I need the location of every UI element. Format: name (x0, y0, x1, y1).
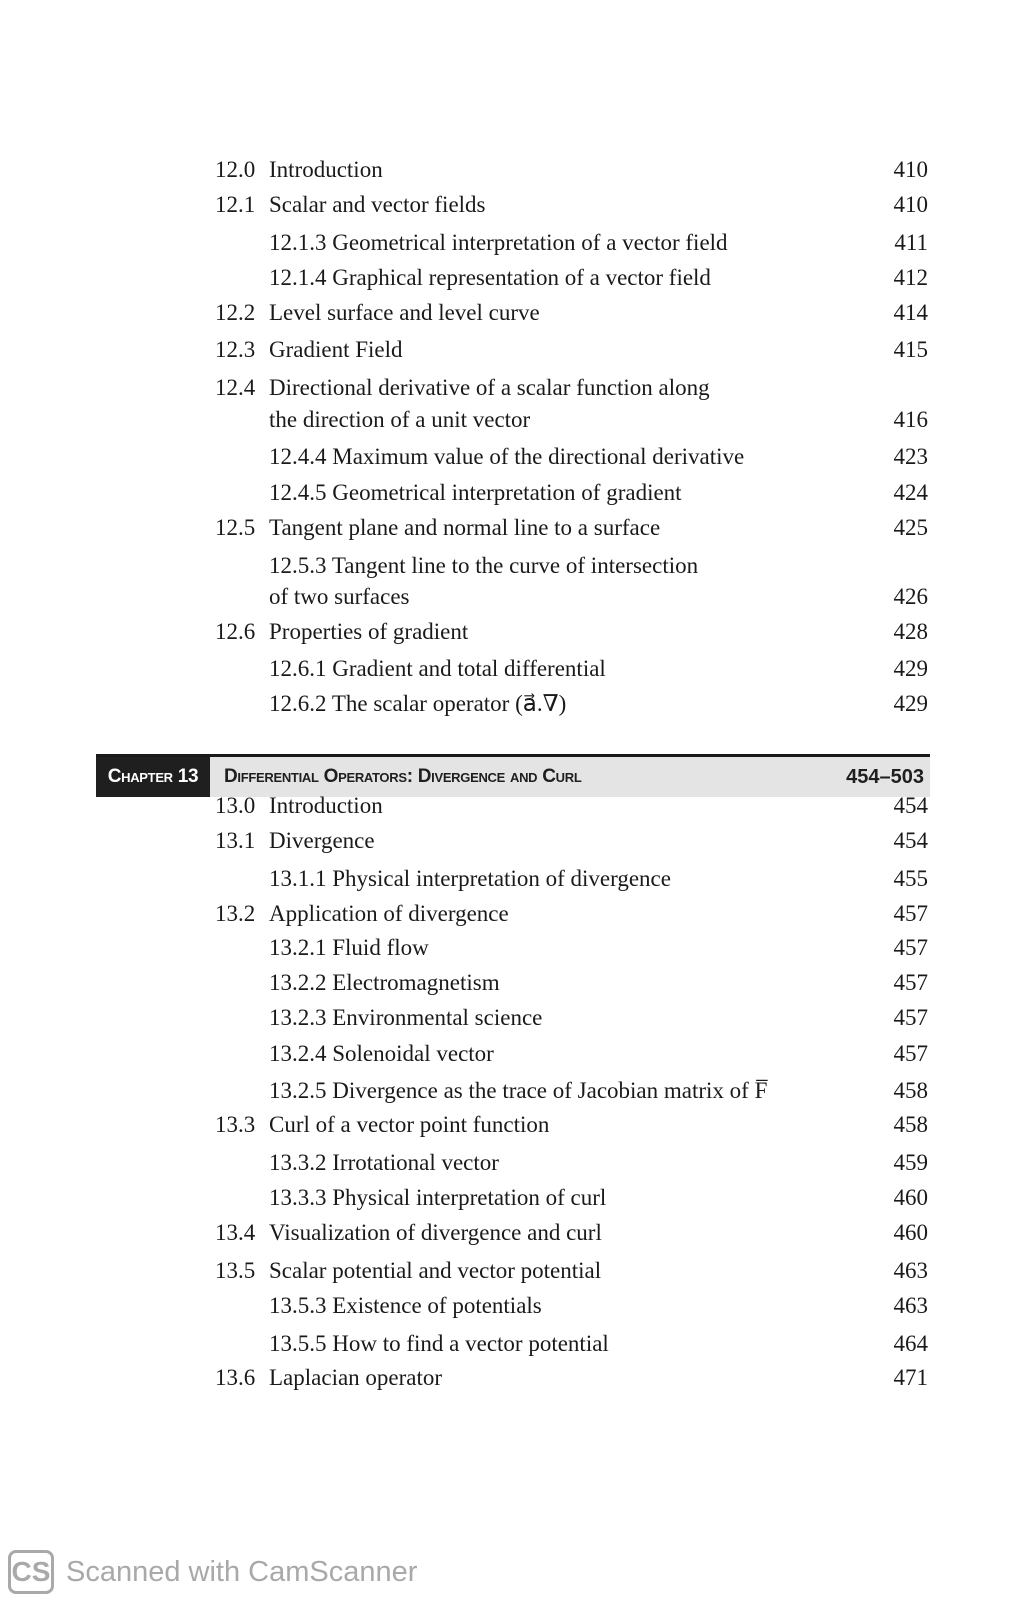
entry-title: Visualization of divergence and curl (269, 1220, 602, 1245)
entry-page: 423 (893, 444, 928, 469)
entry-page: 428 (893, 619, 928, 644)
entry-title: 13.2.5 Divergence as the trace of Jacobian matrix of F̅ (269, 1078, 768, 1103)
toc-subentry (0, 864, 1022, 894)
toc-entry (0, 1110, 1022, 1140)
entry-page: 463 (893, 1258, 928, 1283)
toc-entry (0, 1256, 1022, 1286)
toc-subentry (0, 1148, 1022, 1178)
entry-title: Properties of gradient (269, 619, 469, 644)
entry-page: 410 (893, 157, 928, 182)
entry-title: 13.2.3 Environmental science (269, 1005, 543, 1030)
watermark-text: Scanned with CamScanner (66, 1556, 418, 1588)
chapter-title: Differential Operators: Divergence and Curl (224, 766, 582, 787)
entry-page: 455 (893, 866, 928, 891)
entry-number: 12.1 (215, 192, 256, 217)
entry-title: 12.5.3 Tangent line to the curve of intersection (269, 553, 699, 578)
entry-number: 12.5 (215, 515, 256, 540)
toc-entry (0, 617, 1022, 647)
toc-subentry (0, 551, 1022, 581)
toc-subentry (0, 1183, 1022, 1213)
entry-title: Laplacian operator (269, 1365, 443, 1390)
entry-page: 458 (893, 1078, 928, 1103)
entry-title: 12.6.2 The scalar operator (a⃗.∇) (269, 691, 567, 716)
entry-page: 416 (893, 407, 928, 432)
entry-title: 13.3.3 Physical interpretation of curl (269, 1185, 607, 1210)
toc-subentry (0, 933, 1022, 963)
toc-subentry (0, 1003, 1022, 1033)
chapter-page-range: 454–503 (846, 766, 924, 788)
entry-page: 424 (893, 480, 928, 505)
toc-subentry (0, 689, 1022, 719)
entry-page: 457 (893, 1041, 928, 1066)
entry-title: 12.4.4 Maximum value of the directional derivative (269, 444, 745, 469)
entry-number: 12.3 (215, 337, 256, 362)
toc-subentry (0, 1039, 1022, 1069)
toc-subentry (0, 1076, 1022, 1106)
entry-title: 13.2.1 Fluid flow (269, 935, 429, 960)
entry-number: 13.1 (215, 828, 256, 853)
entry-number: 12.2 (215, 300, 256, 325)
entry-page: 471 (893, 1365, 928, 1390)
entry-page: 464 (893, 1331, 928, 1356)
entry-number: 13.2 (215, 901, 256, 926)
toc-entry (0, 1363, 1022, 1393)
entry-number: 13.4 (215, 1220, 256, 1245)
entry-title: Scalar potential and vector potential (269, 1258, 602, 1283)
entry-title: Gradient Field (269, 337, 403, 362)
toc-subentry (0, 263, 1022, 293)
entry-page: 429 (893, 656, 928, 681)
entry-number: 13.6 (215, 1365, 256, 1390)
entry-page: 460 (893, 1185, 928, 1210)
toc-subentry (0, 1291, 1022, 1321)
entry-title: Introduction (269, 793, 383, 818)
toc-entry (0, 190, 1022, 220)
entry-title: of two surfaces (269, 584, 410, 609)
toc-subentry (0, 442, 1022, 472)
entry-title: 13.1.1 Physical interpretation of divergence (269, 866, 671, 891)
toc-entry (0, 1218, 1022, 1248)
entry-title: 12.4.5 Geometrical interpretation of gradient (269, 480, 682, 505)
entry-title: 13.2.4 Solenoidal vector (269, 1041, 494, 1066)
entry-title: Divergence (269, 828, 375, 853)
entry-page: 414 (893, 300, 928, 325)
entry-number: 13.3 (215, 1112, 256, 1137)
entry-page: 457 (893, 901, 928, 926)
entry-page: 429 (893, 691, 928, 716)
entry-title: the direction of a unit vector (269, 407, 531, 432)
toc-entry-continuation (0, 582, 1022, 612)
entry-page: 459 (893, 1150, 928, 1175)
entry-title: Tangent plane and normal line to a surface (269, 515, 661, 540)
entry-page: 410 (893, 192, 928, 217)
entry-page: 426 (893, 584, 928, 609)
entry-number: 12.6 (215, 619, 256, 644)
entry-title: 12.6.1 Gradient and total differential (269, 656, 606, 681)
toc-entry (0, 335, 1022, 365)
entry-page: 415 (893, 337, 928, 362)
entry-number: 13.0 (215, 793, 256, 818)
entry-title: Introduction (269, 157, 383, 182)
entry-title: Scalar and vector fields (269, 192, 486, 217)
entry-title: 12.1.3 Geometrical interpretation of a vector field (269, 230, 728, 255)
entry-number: 12.4 (215, 375, 256, 400)
entry-title: Application of divergence (269, 901, 509, 926)
entry-page: 457 (893, 935, 928, 960)
toc-entry (0, 513, 1022, 543)
toc-entry (0, 899, 1022, 929)
entry-page: 463 (893, 1293, 928, 1318)
entry-page: 412 (893, 265, 928, 290)
entry-number: 12.0 (215, 157, 256, 182)
entry-title: 13.5.3 Existence of potentials (269, 1293, 542, 1318)
toc-entry (0, 826, 1022, 856)
entry-page: 457 (893, 970, 928, 995)
camscanner-logo-icon: CS (8, 1550, 54, 1594)
toc-subentry (0, 654, 1022, 684)
entry-title: 13.2.2 Electromagnetism (269, 970, 500, 995)
chapter-number-label: Chapter 13 (96, 757, 210, 797)
entry-page: 460 (893, 1220, 928, 1245)
entry-page: 411 (894, 230, 928, 255)
entry-page: 458 (893, 1112, 928, 1137)
entry-title: 13.5.5 How to find a vector potential (269, 1331, 609, 1356)
entry-title: Curl of a vector point function (269, 1112, 550, 1137)
toc-entry-continuation (0, 405, 1022, 435)
toc-subentry (0, 478, 1022, 508)
toc-subentry (0, 968, 1022, 998)
entry-title: Level surface and level curve (269, 300, 540, 325)
entry-title: Directional derivative of a scalar function along (269, 375, 710, 400)
entry-page: 454 (893, 828, 928, 853)
entry-title: 13.3.2 Irrotational vector (269, 1150, 499, 1175)
entry-title: 12.1.4 Graphical representation of a vector field (269, 265, 711, 290)
toc-subentry (0, 228, 1022, 258)
toc-entry (0, 155, 1022, 185)
entry-page: 454 (893, 793, 928, 818)
toc-entry (0, 373, 1022, 403)
toc-entry (0, 298, 1022, 328)
toc-entry (0, 791, 1022, 821)
entry-number: 13.5 (215, 1258, 256, 1283)
entry-page: 425 (893, 515, 928, 540)
entry-page: 457 (893, 1005, 928, 1030)
toc-subentry (0, 1329, 1022, 1359)
